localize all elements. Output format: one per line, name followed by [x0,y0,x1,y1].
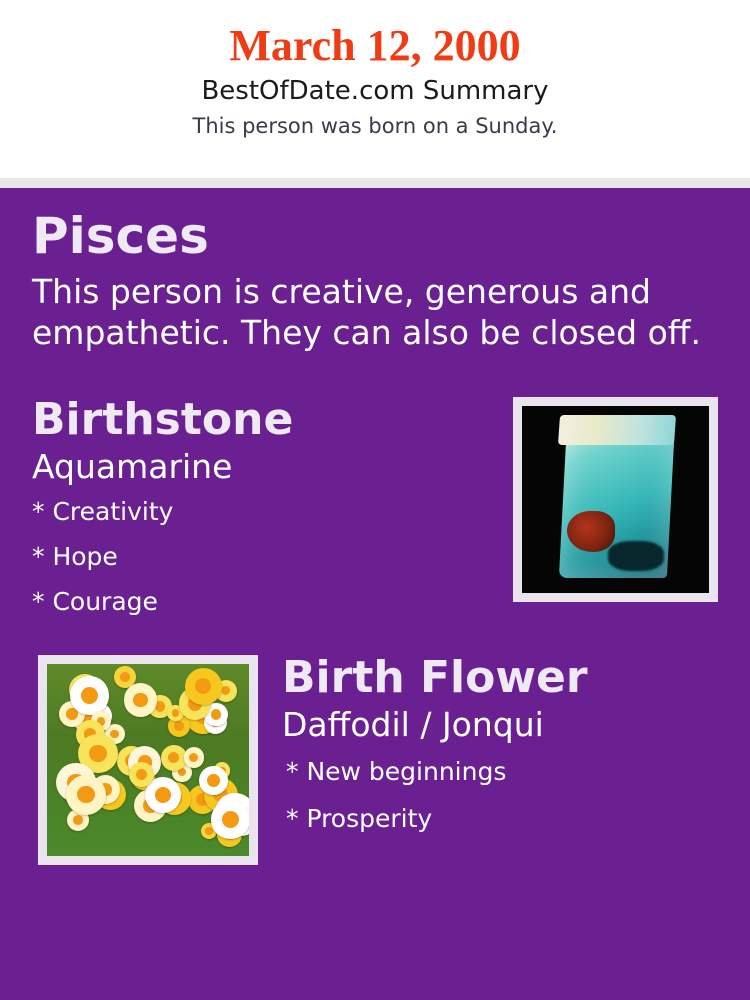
page-title: March 12, 2000 [229,21,521,70]
daffodil-bloom [184,747,205,768]
daffodil-bloom [199,766,228,795]
birthstone-image-inner [522,406,709,593]
daffodil-bloom [211,800,249,839]
birthstone-trait: * Creativity [32,496,174,526]
daffodil-bloom [124,683,157,716]
born-day-text: This person was born on a Sunday. [192,113,558,138]
birth-flower-name: Daffodil / Jonqui [282,705,544,745]
site-summary-label: BestOfDate.com Summary [201,76,549,107]
birth-flower-trait: * Prosperity [286,803,433,833]
zodiac-sign-title: Pisces [32,207,209,265]
gem-top-facet [558,415,676,445]
gem-shadow [608,541,664,571]
daffodil-bloom [70,676,109,715]
birth-flower-heading: Birth Flower [282,652,588,703]
gem-rust-inclusion [567,511,616,552]
main-panel [0,188,750,1000]
birth-flower-trait: * New beginnings [286,756,507,786]
daffodil-bloom [161,745,187,771]
birth-flower-image [38,655,258,865]
birthstone-section [32,394,718,637]
daffodil-bloom [185,668,222,705]
page-header [0,0,750,178]
birthstone-trait: * Hope [32,541,118,571]
birthstone-trait: * Courage [32,586,158,616]
birth-flower-image-inner [47,664,249,856]
birth-flower-text [282,652,718,853]
header-divider [0,178,750,188]
birthstone-name: Aquamarine [32,447,233,487]
birth-flower-section [32,652,718,885]
zodiac-description: This person is creative, generous and empathetic. They can also be closed off. [32,271,702,352]
daffodil-bloom [66,775,106,815]
birthstone-image [513,397,718,602]
birthstone-heading: Birthstone [32,394,294,445]
